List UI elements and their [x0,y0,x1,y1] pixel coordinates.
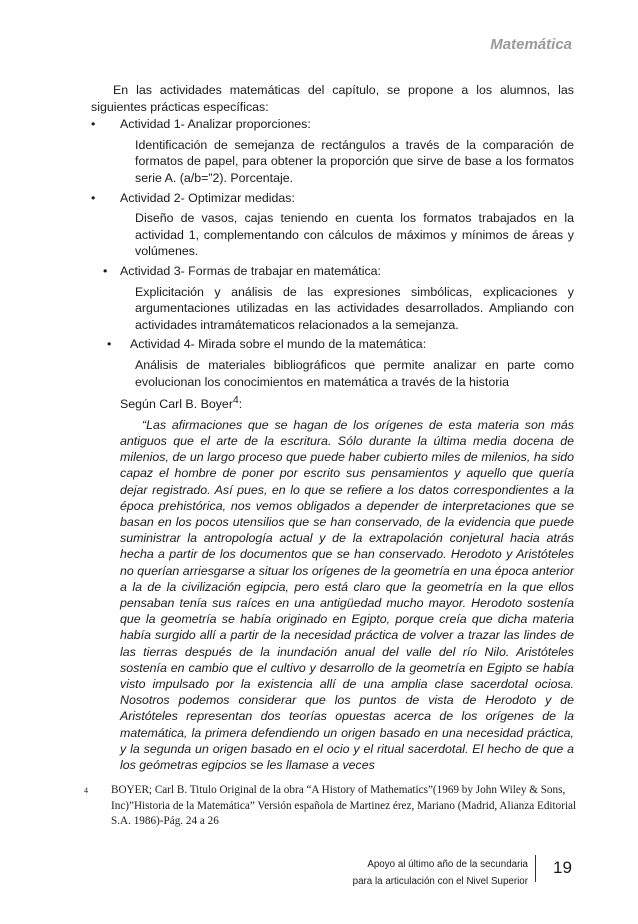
footer-line-1: Apoyo al último año de la secundaria [367,859,528,870]
footer-line-2: para la articulación con el Nivel Superior [352,876,528,887]
citation-intro [120,393,574,413]
activity-item [91,336,574,390]
footer-divider [535,855,536,882]
activity-item [91,190,574,260]
running-header-title: Matemática [490,36,572,53]
activity-description: Diseño de vasos, cajas teniendo en cuenta los formatos trabajados en la actividad 1, complementando con cálculos de máximos y mínimos de áreas y volúmenes. [135,211,574,259]
bullet-icon: • [107,337,112,352]
footnote-text: BOYER; Carl B. Titulo Original de la obra “A History of Mathematics”(1969 by John Wiley & Sons, Inc)”Historia de la Matemática” Versión española de Martinez érez, Mariano (Madrid, Alianza Editorial S.A. 1986)-Pág. 24 a 26 [111,784,577,827]
bullet-icon: • [103,263,108,278]
page-body [91,82,574,773]
block-quote: “Las afirmaciones que se hagan de los orígenes de esta materia son más antiguos que el arte de la escritura. Sólo durante la última media docena de milenios, de un largo proceso que puede haber cubierto miles de milenios, ha sido capaz el hombre de poner por escrito sus pensamientos y aquello que quería dejar registrado. Así pues, en lo que se refiere a los datos correspondientes a la época prehistórica, nos vemos obligados a depender de interpretaciones que se basan en los pocos utensilios que se han conservado, de la evidencia que puede suministrar la antropología actual y de la extrapolación conjetural hacia atrás hecha a partir de los documentos que se han conservado. Herodoto y Aristóteles no querían arriesgarse a situar los orígenes de la geometría en una época anterior a la de la civilización egipcia, pero está claro que la geometría en la que ellos pensaban tenía sus raíces en una antigüedad mucho mayor. Herodoto sostenía que la geometría se había originado en Egipto, porque creía que dicha materia había surgido allí a partir de la necesidad práctica de volver a trazar las lindes de las tierras después de la inundación anual del valle del río Nilo. Aristóteles sostenía en cambio que el cultivo y desarrollo de la geometría en Egipto se había visto impulsado por la existencia allí de una amplia clase sacerdotal ociosa. Nosotros podemos considerar que los puntos de vista de Herodoto y de Aristóteles representan dos teorías opuestas acerca de los orígenes de la matemática, la primera defendiendo un origen basado en una necesidad práctica, y la segunda un origen basado en el ocio y el ritual sacerdotal. El hecho de que a los geómetras egipcios se les llamase a veces [120,417,574,773]
footnote [84,783,577,830]
activity-title: Actividad 4- Mirada sobre el mundo de la matemática: [130,337,427,352]
page-footer [353,856,528,890]
intro-paragraph: En las actividades matemáticas del capítulo, se propone a los alumnos, las siguientes prácticas específicas: [91,83,574,114]
citation-text: Según Carl B. Boyer [120,397,233,412]
page-number: 19 [553,858,572,877]
activity-item [91,116,574,186]
footnote-reference: 4 [232,395,239,407]
activity-title: Actividad 3- Formas de trabajar en matemática: [120,263,382,278]
citation-colon: : [238,397,243,412]
activity-description: Análisis de materiales bibliográficos que permite analizar en parte como evolucionan los conocimientos en matemática a través de la historia [135,357,574,389]
activity-title: Actividad 1- Analizar proporciones: [120,117,311,132]
activity-description: Explicitación y análisis de las expresiones simbólicas, explicaciones y argumentaciones utilizadas en las actividades desarrollados. Ampliando con actividades intramátematicos relacionados a la semejanza. [135,284,574,332]
bullet-icon: • [91,117,96,132]
bullet-icon: • [91,190,96,205]
activity-item [91,263,574,333]
activity-description: Identificación de semejanza de rectángulos a través de la comparación de formatos de papel, para obtener la proporción que sirve de base a los formatos serie A. (a/b=”2). Porcentaje. [135,137,574,185]
activity-title: Actividad 2- Optimizar medidas: [120,190,295,205]
footnote-mark: 4 [84,786,88,795]
